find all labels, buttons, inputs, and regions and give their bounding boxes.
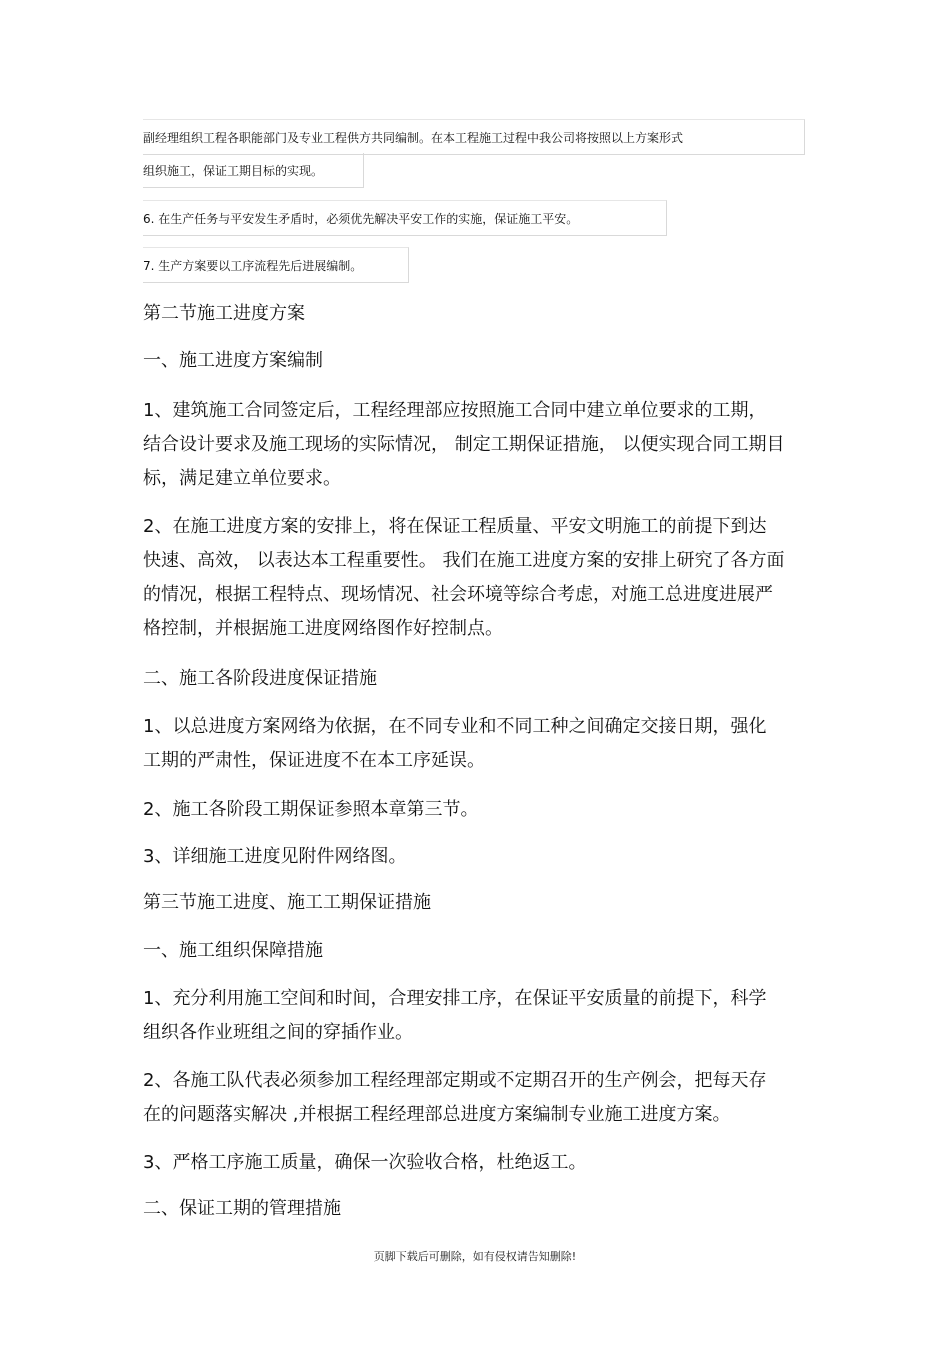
paragraph-line: 格控制，并根据施工进度网络图作好控制点。 bbox=[143, 618, 503, 639]
paragraph-line: 标，满足建立单位要求。 bbox=[143, 468, 341, 489]
list-item-7 bbox=[143, 247, 409, 283]
paragraph-line: 在的问题落实解决 ,并根据工程经理部总进度方案编制专业施工进度方案。 bbox=[143, 1104, 731, 1125]
subsection-heading: 二、保证工期的管理措施 bbox=[143, 1198, 341, 1219]
paragraph: 2、施工各阶段工期保证参照本章第三节。 bbox=[143, 799, 479, 820]
section-heading: 第三节施工进度、施工工期保证措施 bbox=[143, 892, 431, 913]
text-line bbox=[143, 119, 805, 155]
text-line-content: 副经理组织工程各职能部门及专业工程供方共同编制。在本工程施工过程中我公司将按照以上方案形式 bbox=[143, 131, 684, 145]
paragraph bbox=[143, 394, 803, 496]
text-line-content: 6. 在生产任务与平安发生矛盾时，必须优先解决平安工作的实施，保证施工平安。 bbox=[143, 212, 579, 226]
subsection-heading: 一、施工组织保障措施 bbox=[143, 940, 323, 961]
paragraph-line: 的情况，根据工程特点、现场情况、社会环境等综合考虑，对施工总进度进展严 bbox=[143, 584, 773, 605]
text-line-content: 7. 生产方案要以工序流程先后进展编制。 bbox=[143, 259, 363, 273]
paragraph-line: 1、建筑施工合同签定后，工程经理部应按照施工合同中建立单位要求的工期， bbox=[143, 400, 767, 421]
text-line bbox=[143, 153, 364, 188]
subsection-heading: 一、施工进度方案编制 bbox=[143, 350, 323, 371]
paragraph-line: 2、各施工队代表必须参加工程经理部定期或不定期召开的生产例会，把每天存 bbox=[143, 1070, 767, 1091]
paragraph: 3、详细施工进度见附件网络图。 bbox=[143, 846, 407, 867]
paragraph bbox=[143, 982, 803, 1050]
paragraph-line: 工期的严肃性，保证进度不在本工序延误。 bbox=[143, 750, 485, 771]
paragraph-line: 2、在施工进度方案的安排上，将在保证工程质量、平安文明施工的前提下到达 bbox=[143, 516, 767, 537]
paragraph-line: 1、以总进度方案网络为依据，在不同专业和不同工种之间确定交接日期，强化 bbox=[143, 716, 767, 737]
paragraph-line: 快速、高效， 以表达本工程重要性。 我们在施工进度方案的安排上研究了各方面 bbox=[143, 550, 785, 571]
paragraph-line: 结合设计要求及施工现场的实际情况， 制定工期保证措施， 以便实现合同工期目 bbox=[143, 434, 785, 455]
paragraph bbox=[143, 1064, 803, 1132]
paragraph bbox=[143, 510, 803, 646]
paragraph: 3、严格工序施工质量，确保一次验收合格，杜绝返工。 bbox=[143, 1152, 587, 1173]
page-footer: 页脚下载后可删除，如有侵权请告知删除! bbox=[373, 1250, 577, 1263]
subsection-heading: 二、施工各阶段进度保证措施 bbox=[143, 668, 377, 689]
text-line-content: 组织施工，保证工期目标的实现。 bbox=[143, 164, 324, 178]
section-heading: 第二节施工进度方案 bbox=[143, 303, 305, 324]
paragraph-line: 组织各作业班组之间的穿插作业。 bbox=[143, 1022, 413, 1043]
paragraph bbox=[143, 710, 803, 778]
paragraph-line: 1、充分利用施工空间和时间，合理安排工序，在保证平安质量的前提下，科学 bbox=[143, 988, 767, 1009]
list-item-6 bbox=[143, 200, 667, 236]
